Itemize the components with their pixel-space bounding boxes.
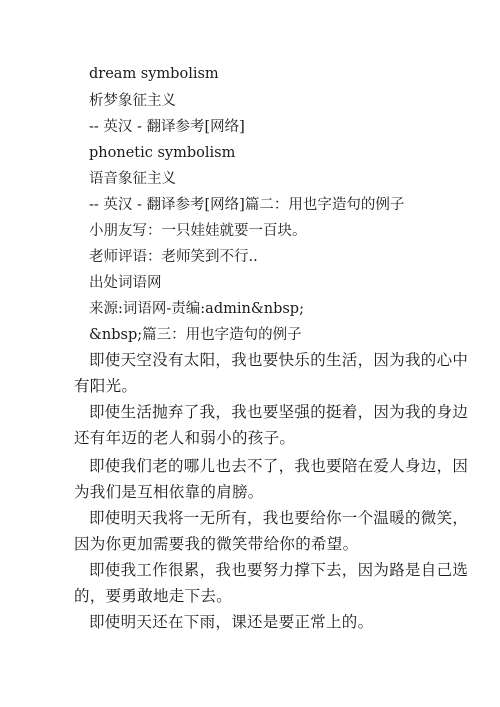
paragraph-line: 即使我们老的哪儿也去不了，我也要陪在爱人身边，因	[89, 457, 469, 475]
paragraph-line: 还有年迈的老人和弱小的孩子。	[74, 429, 296, 447]
entry-line: -- 英汉 - 翻译参考[网络]	[89, 119, 245, 135]
entry-line: 小朋友写：一只娃娃就要一百块。	[89, 223, 307, 239]
paragraph-line: 为我们是互相依靠的肩膀。	[74, 483, 264, 501]
entry-line: 出处词语网	[89, 275, 162, 291]
paragraph-line: 因为你更加需要我的微笑带给你的希望。	[74, 535, 359, 553]
paragraph-line: 的，要勇敢地走下去。	[74, 587, 233, 605]
entry-line: -- 英汉 - 翻译参考[网络]篇二：用也字造句的例子	[89, 197, 405, 213]
paragraph-line: 即使天空没有太阳，我也要快乐的生活，因为我的心中	[89, 351, 469, 369]
paragraph-line: 即使我工作很累，我也要努力撑下去，因为路是自己选	[89, 561, 469, 579]
paragraph-line: 即使明天我将一无所有，我也要给你一个温暖的微笑，	[89, 509, 469, 527]
paragraph-line: 即使明天还在下雨，课还是要正常上的。	[89, 613, 374, 631]
entry-line: dream symbolism	[89, 66, 219, 82]
entry-line: 语音象征主义	[89, 171, 176, 187]
entry-line: phonetic symbolism	[89, 145, 236, 161]
paragraph-line: 有阳光。	[74, 377, 138, 395]
entry-line: 析梦象征主义	[89, 93, 176, 109]
entry-line: 来源:词语网-责编:admin&nbsp;	[89, 301, 304, 317]
paragraph-line: 即使生活抛弃了我，我也要坚强的挺着，因为我的身边	[89, 403, 469, 421]
entry-line: 老师评语：老师笑到不行..	[89, 249, 258, 265]
entry-line: &nbsp;篇三：用也字造句的例子	[89, 327, 302, 343]
